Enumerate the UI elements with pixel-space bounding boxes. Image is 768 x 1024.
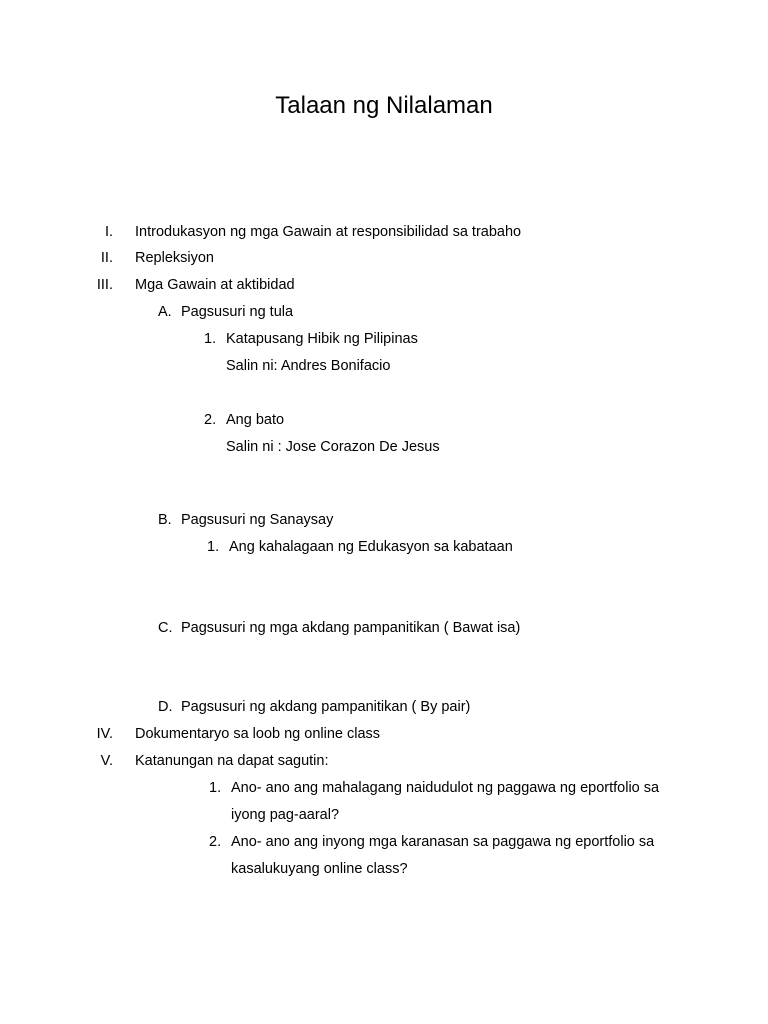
section-2-text: Repleksiyon: [135, 250, 214, 266]
question-2-marker: 2.: [209, 834, 222, 850]
subsection-a-text: Pagsusuri ng tula: [181, 304, 294, 320]
page-title: Talaan ng Nilalaman: [275, 92, 493, 119]
subsection-c-text: Pagsusuri ng mga akdang pampanitikan ( Bawat isa): [181, 620, 521, 636]
section-4-text: Dokumentaryo sa loob ng online class: [135, 726, 381, 742]
subsection-a-item-1-text: Katapusang Hibik ng Pilipinas: [226, 331, 418, 347]
section-2-marker: II.: [100, 250, 113, 266]
subsection-d-text: Pagsusuri ng akdang pampanitikan ( By pair): [181, 699, 471, 715]
subsection-d-marker: D.: [158, 699, 173, 715]
subsection-a-item-1-marker: 1.: [204, 331, 217, 347]
subsection-a-item-2-marker: 2.: [204, 412, 217, 428]
question-2-line-1: Ano- ano ang inyong mga karanasan sa paggawa ng eportfolio sa: [231, 834, 655, 850]
section-1-marker: I.: [104, 224, 113, 240]
question-1-marker: 1.: [209, 780, 222, 796]
question-1-line-2: iyong pag-aaral?: [231, 807, 340, 823]
question-2-line-2: kasalukuyang online class?: [231, 861, 408, 877]
subsection-c-marker: C.: [158, 620, 173, 636]
question-1-line-1: Ano- ano ang mahalagang naidudulot ng paggawa ng eportfolio sa: [231, 780, 660, 796]
subsection-b-text: Pagsusuri ng Sanaysay: [181, 512, 334, 528]
section-1-text: Introdukasyon ng mga Gawain at responsibilidad sa trabaho: [135, 224, 522, 240]
section-3-text: Mga Gawain at aktibidad: [135, 277, 295, 293]
section-4-marker: IV.: [96, 726, 113, 742]
section-5-text: Katanungan na dapat sagutin:: [135, 753, 329, 769]
subsection-a-item-2-author: Salin ni : Jose Corazon De Jesus: [226, 439, 440, 455]
subsection-a-marker: A.: [158, 304, 172, 320]
subsection-b-item-1-marker: 1.: [207, 539, 220, 555]
subsection-b-item-1-text: Ang kahalagaan ng Edukasyon sa kabataan: [229, 539, 513, 555]
subsection-a-item-2-text: Ang bato: [226, 412, 285, 428]
subsection-b-marker: B.: [158, 512, 172, 528]
section-5-marker: V.: [100, 753, 113, 769]
subsection-a-item-1-author: Salin ni: Andres Bonifacio: [226, 358, 391, 374]
section-3-marker: III.: [96, 277, 113, 293]
